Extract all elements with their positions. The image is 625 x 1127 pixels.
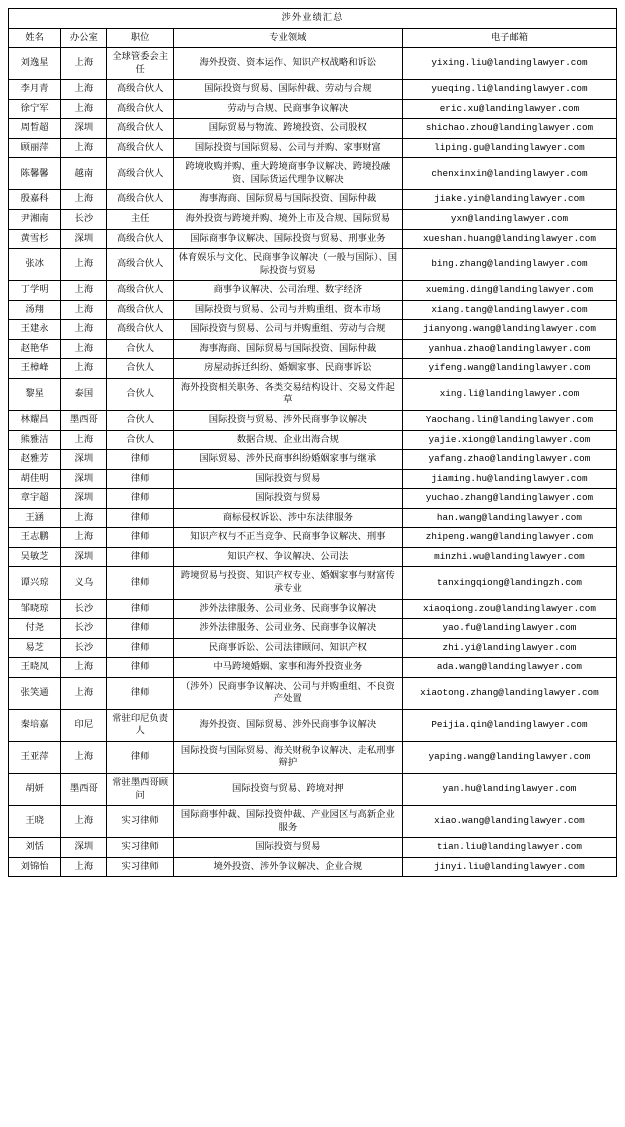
cell-name: 章宇超 [9, 489, 61, 509]
cell-title: 合伙人 [107, 359, 173, 379]
table-row [9, 547, 617, 567]
cell-office: 上海 [61, 138, 107, 158]
cell-field: （涉外）民商事争议解决、公司与并购重组、不良资产处置 [173, 677, 402, 709]
cell-email: yajie.xiong@landinglawyer.com [402, 430, 616, 450]
cell-name: 付尧 [9, 619, 61, 639]
cell-name: 吴敏芝 [9, 547, 61, 567]
table-row [9, 80, 617, 100]
cell-email: tanxingqiong@landingzh.com [402, 567, 616, 599]
cell-email: zhi.yi@landinglawyer.com [402, 638, 616, 658]
cell-title: 律师 [107, 599, 173, 619]
table-row [9, 158, 617, 190]
column-header-field: 专业领域 [173, 28, 402, 48]
cell-field: 国际投资与贸易、跨境对押 [173, 773, 402, 805]
cell-field: 海外投资、资本运作、知识产权战略和诉讼 [173, 48, 402, 80]
table-row [9, 709, 617, 741]
column-header-name: 姓名 [9, 28, 61, 48]
cell-title: 高级合伙人 [107, 320, 173, 340]
table-row [9, 48, 617, 80]
cell-name: 熊雅洁 [9, 430, 61, 450]
cell-name: 殷嘉科 [9, 190, 61, 210]
cell-title: 高级合伙人 [107, 190, 173, 210]
cell-name: 王樟峰 [9, 359, 61, 379]
cell-name: 王晓 [9, 806, 61, 838]
cell-title: 常驻印尼负责人 [107, 709, 173, 741]
cell-field: 海外投资相关职务、各类交易结构设计、交易文件起草 [173, 378, 402, 410]
table-row [9, 489, 617, 509]
cell-office: 上海 [61, 658, 107, 678]
cell-title: 高级合伙人 [107, 281, 173, 301]
table-row [9, 658, 617, 678]
cell-email: jiaming.hu@landinglawyer.com [402, 469, 616, 489]
cell-office: 越南 [61, 158, 107, 190]
cell-email: yifeng.wang@landinglawyer.com [402, 359, 616, 379]
cell-title: 高级合伙人 [107, 138, 173, 158]
cell-title: 高级合伙人 [107, 99, 173, 119]
cell-field: 知识产权与不正当竞争、民商事争议解决、刑事 [173, 528, 402, 548]
cell-name: 谭兴琼 [9, 567, 61, 599]
page-title: 涉外业绩汇总 [9, 9, 617, 29]
table-title-row [9, 9, 617, 29]
cell-name: 尹湘南 [9, 210, 61, 230]
table-row [9, 300, 617, 320]
cell-name: 王建永 [9, 320, 61, 340]
cell-title: 律师 [107, 547, 173, 567]
cell-field: 海外投资与跨境并购、境外上市及合规、国际贸易 [173, 210, 402, 230]
table-row [9, 138, 617, 158]
cell-office: 上海 [61, 339, 107, 359]
cell-name: 张冰 [9, 249, 61, 281]
cell-name: 刘恬 [9, 838, 61, 858]
cell-field: 境外投资、涉外争议解决、企业合规 [173, 857, 402, 877]
cell-title: 律师 [107, 489, 173, 509]
cell-name: 刘逸星 [9, 48, 61, 80]
cell-office: 上海 [61, 190, 107, 210]
cell-name: 黄雪杉 [9, 229, 61, 249]
column-header-office: 办公室 [61, 28, 107, 48]
cell-title: 高级合伙人 [107, 249, 173, 281]
cell-email: ada.wang@landinglawyer.com [402, 658, 616, 678]
cell-title: 律师 [107, 677, 173, 709]
cell-title: 高级合伙人 [107, 158, 173, 190]
table-row [9, 619, 617, 639]
table-row [9, 320, 617, 340]
cell-field: 国际贸易、涉外民商事纠纷婚姻家事与继承 [173, 450, 402, 470]
cell-name: 陈馨馨 [9, 158, 61, 190]
table-row [9, 339, 617, 359]
cell-email: zhipeng.wang@landinglawyer.com [402, 528, 616, 548]
cell-title: 高级合伙人 [107, 119, 173, 139]
cell-title: 律师 [107, 638, 173, 658]
cell-name: 邹晓琼 [9, 599, 61, 619]
cell-email: xiaoqiong.zou@landinglawyer.com [402, 599, 616, 619]
table-row [9, 741, 617, 773]
cell-office: 上海 [61, 80, 107, 100]
cell-email: jiake.yin@landinglawyer.com [402, 190, 616, 210]
cell-email: xiao.wang@landinglawyer.com [402, 806, 616, 838]
cell-title: 合伙人 [107, 378, 173, 410]
cell-email: xiang.tang@landinglawyer.com [402, 300, 616, 320]
cell-office: 长沙 [61, 619, 107, 639]
cell-field: 劳动与合规、民商事争议解决 [173, 99, 402, 119]
cell-email: yafang.zhao@landinglawyer.com [402, 450, 616, 470]
cell-field: 海事海商、国际贸易与国际投资、国际仲裁 [173, 339, 402, 359]
cell-title: 主任 [107, 210, 173, 230]
cell-office: 上海 [61, 677, 107, 709]
cell-office: 上海 [61, 281, 107, 301]
cell-office: 上海 [61, 48, 107, 80]
cell-email: jianyong.wang@landinglawyer.com [402, 320, 616, 340]
cell-name: 赵雅芳 [9, 450, 61, 470]
cell-email: xueming.ding@landinglawyer.com [402, 281, 616, 301]
cell-email: yanhua.zhao@landinglawyer.com [402, 339, 616, 359]
cell-email: bing.zhang@landinglawyer.com [402, 249, 616, 281]
table-row [9, 599, 617, 619]
cell-email: liping.gu@landinglawyer.com [402, 138, 616, 158]
cell-field: 国际商事仲裁、国际投资仲裁、产业园区与高新企业服务 [173, 806, 402, 838]
cell-email: chenxinxin@landinglawyer.com [402, 158, 616, 190]
cell-office: 长沙 [61, 599, 107, 619]
cell-office: 长沙 [61, 638, 107, 658]
table-row [9, 378, 617, 410]
cell-field: 国际投资与贸易 [173, 489, 402, 509]
cell-email: yixing.liu@landinglawyer.com [402, 48, 616, 80]
cell-office: 上海 [61, 249, 107, 281]
cell-office: 印尼 [61, 709, 107, 741]
cell-email: tian.liu@landinglawyer.com [402, 838, 616, 858]
cell-field: 中马跨境婚姻、家事和海外投资业务 [173, 658, 402, 678]
table-row [9, 119, 617, 139]
cell-title: 律师 [107, 450, 173, 470]
cell-field: 跨境贸易与投资、知识产权专业、婚姻家事与财富传承专业 [173, 567, 402, 599]
cell-office: 长沙 [61, 210, 107, 230]
cell-name: 王亚萍 [9, 741, 61, 773]
cell-name: 黎星 [9, 378, 61, 410]
cell-title: 律师 [107, 508, 173, 528]
cell-name: 易芝 [9, 638, 61, 658]
cell-name: 王晓凤 [9, 658, 61, 678]
cell-field: 国际投资与贸易、涉外民商事争议解决 [173, 411, 402, 431]
cell-name: 王志鹏 [9, 528, 61, 548]
cell-email: yueqing.li@landinglawyer.com [402, 80, 616, 100]
cell-title: 实习律师 [107, 806, 173, 838]
table-row [9, 677, 617, 709]
cell-name: 丁学明 [9, 281, 61, 301]
cell-email: han.wang@landinglawyer.com [402, 508, 616, 528]
cell-title: 律师 [107, 741, 173, 773]
column-header-title: 职位 [107, 28, 173, 48]
roster-table [8, 8, 617, 877]
cell-field: 国际投资与贸易、国际仲裁、劳动与合规 [173, 80, 402, 100]
table-row [9, 411, 617, 431]
cell-field: 商标侵权诉讼、涉中东法律服务 [173, 508, 402, 528]
cell-email: eric.xu@landinglawyer.com [402, 99, 616, 119]
table-row [9, 528, 617, 548]
cell-title: 实习律师 [107, 857, 173, 877]
cell-name: 胡佳明 [9, 469, 61, 489]
cell-title: 律师 [107, 528, 173, 548]
cell-field: 国际投资与国际贸易、公司与并购、家事财富 [173, 138, 402, 158]
cell-field: 涉外法律服务、公司业务、民商事争议解决 [173, 599, 402, 619]
cell-name: 顾丽萍 [9, 138, 61, 158]
table-row [9, 210, 617, 230]
cell-office: 上海 [61, 508, 107, 528]
cell-office: 上海 [61, 99, 107, 119]
cell-office: 上海 [61, 528, 107, 548]
cell-email: minzhi.wu@landinglawyer.com [402, 547, 616, 567]
table-row [9, 469, 617, 489]
cell-field: 知识产权、争议解决、公司法 [173, 547, 402, 567]
cell-office: 深圳 [61, 838, 107, 858]
cell-name: 周晳超 [9, 119, 61, 139]
cell-name: 秦培嘉 [9, 709, 61, 741]
cell-title: 律师 [107, 469, 173, 489]
cell-title: 合伙人 [107, 411, 173, 431]
table-header-row [9, 28, 617, 48]
cell-office: 深圳 [61, 547, 107, 567]
cell-title: 律师 [107, 619, 173, 639]
cell-email: yuchao.zhang@landinglawyer.com [402, 489, 616, 509]
cell-email: jinyi.liu@landinglawyer.com [402, 857, 616, 877]
cell-field: 国际投资与贸易、公司与并购重组、资本市场 [173, 300, 402, 320]
cell-office: 上海 [61, 359, 107, 379]
table-row [9, 359, 617, 379]
table-row [9, 99, 617, 119]
table-row [9, 281, 617, 301]
cell-title: 高级合伙人 [107, 80, 173, 100]
table-row [9, 567, 617, 599]
cell-name: 张笑通 [9, 677, 61, 709]
cell-field: 涉外法律服务、公司业务、民商事争议解决 [173, 619, 402, 639]
cell-office: 上海 [61, 741, 107, 773]
cell-office: 上海 [61, 300, 107, 320]
table-row [9, 450, 617, 470]
cell-field: 房屋动拆迁纠纷、婚姻家事、民商事诉讼 [173, 359, 402, 379]
cell-office: 上海 [61, 806, 107, 838]
table-row [9, 638, 617, 658]
cell-field: 国际投资与国际贸易、海关财税争议解决、走私刑事辩护 [173, 741, 402, 773]
cell-field: 跨境收购并购、重大跨境商事争议解决、跨境投融资、国际货运代理争议解决 [173, 158, 402, 190]
table-row [9, 806, 617, 838]
cell-title: 高级合伙人 [107, 229, 173, 249]
table-row [9, 190, 617, 210]
cell-office: 墨西哥 [61, 773, 107, 805]
cell-name: 王涵 [9, 508, 61, 528]
cell-title: 律师 [107, 567, 173, 599]
cell-email: yao.fu@landinglawyer.com [402, 619, 616, 639]
cell-field: 民商事诉讼、公司法律顾问、知识产权 [173, 638, 402, 658]
table-row [9, 249, 617, 281]
cell-name: 胡妍 [9, 773, 61, 805]
cell-field: 海事海商、国际贸易与国际投资、国际仲裁 [173, 190, 402, 210]
cell-field: 国际贸易与物流、跨境投资、公司股权 [173, 119, 402, 139]
cell-email: shichao.zhou@landinglawyer.com [402, 119, 616, 139]
cell-name: 赵艳华 [9, 339, 61, 359]
cell-email: xiaotong.zhang@landinglawyer.com [402, 677, 616, 709]
cell-field: 国际商事争议解决、国际投资与贸易、刑事业务 [173, 229, 402, 249]
cell-email: xueshan.huang@landinglawyer.com [402, 229, 616, 249]
cell-field: 商事争议解决、公司治理、数字经济 [173, 281, 402, 301]
cell-name: 汤翔 [9, 300, 61, 320]
cell-office: 泰国 [61, 378, 107, 410]
cell-title: 常驻墨西哥顾问 [107, 773, 173, 805]
table-row [9, 430, 617, 450]
cell-field: 国际投资与贸易、公司与并购重组、劳动与合规 [173, 320, 402, 340]
cell-field: 数据合规、企业出海合规 [173, 430, 402, 450]
cell-office: 深圳 [61, 229, 107, 249]
cell-email: yxn@landinglawyer.com [402, 210, 616, 230]
cell-title: 合伙人 [107, 339, 173, 359]
cell-name: 李月青 [9, 80, 61, 100]
cell-field: 国际投资与贸易 [173, 469, 402, 489]
cell-field: 国际投资与贸易 [173, 838, 402, 858]
table-body [9, 9, 617, 877]
cell-office: 深圳 [61, 450, 107, 470]
cell-title: 高级合伙人 [107, 300, 173, 320]
table-row [9, 857, 617, 877]
cell-title: 律师 [107, 658, 173, 678]
cell-title: 全球管委会主任 [107, 48, 173, 80]
cell-email: yan.hu@landinglawyer.com [402, 773, 616, 805]
cell-office: 深圳 [61, 469, 107, 489]
cell-email: Yaochang.lin@landinglawyer.com [402, 411, 616, 431]
cell-field: 体育娱乐与文化、民商事争议解决（一般与国际）、国际投资与贸易 [173, 249, 402, 281]
cell-email: yaping.wang@landinglawyer.com [402, 741, 616, 773]
cell-name: 刘锦怡 [9, 857, 61, 877]
cell-name: 徐宁军 [9, 99, 61, 119]
cell-office: 上海 [61, 857, 107, 877]
cell-field: 海外投资、国际贸易、涉外民商事争议解决 [173, 709, 402, 741]
cell-office: 墨西哥 [61, 411, 107, 431]
cell-name: 林耀昌 [9, 411, 61, 431]
cell-title: 实习律师 [107, 838, 173, 858]
cell-office: 深圳 [61, 489, 107, 509]
cell-email: xing.li@landinglawyer.com [402, 378, 616, 410]
cell-office: 义乌 [61, 567, 107, 599]
cell-office: 上海 [61, 430, 107, 450]
table-row [9, 773, 617, 805]
table-row [9, 838, 617, 858]
table-row [9, 508, 617, 528]
cell-office: 深圳 [61, 119, 107, 139]
column-header-email: 电子邮箱 [402, 28, 616, 48]
cell-office: 上海 [61, 320, 107, 340]
cell-title: 合伙人 [107, 430, 173, 450]
table-row [9, 229, 617, 249]
cell-email: Peijia.qin@landinglawyer.com [402, 709, 616, 741]
